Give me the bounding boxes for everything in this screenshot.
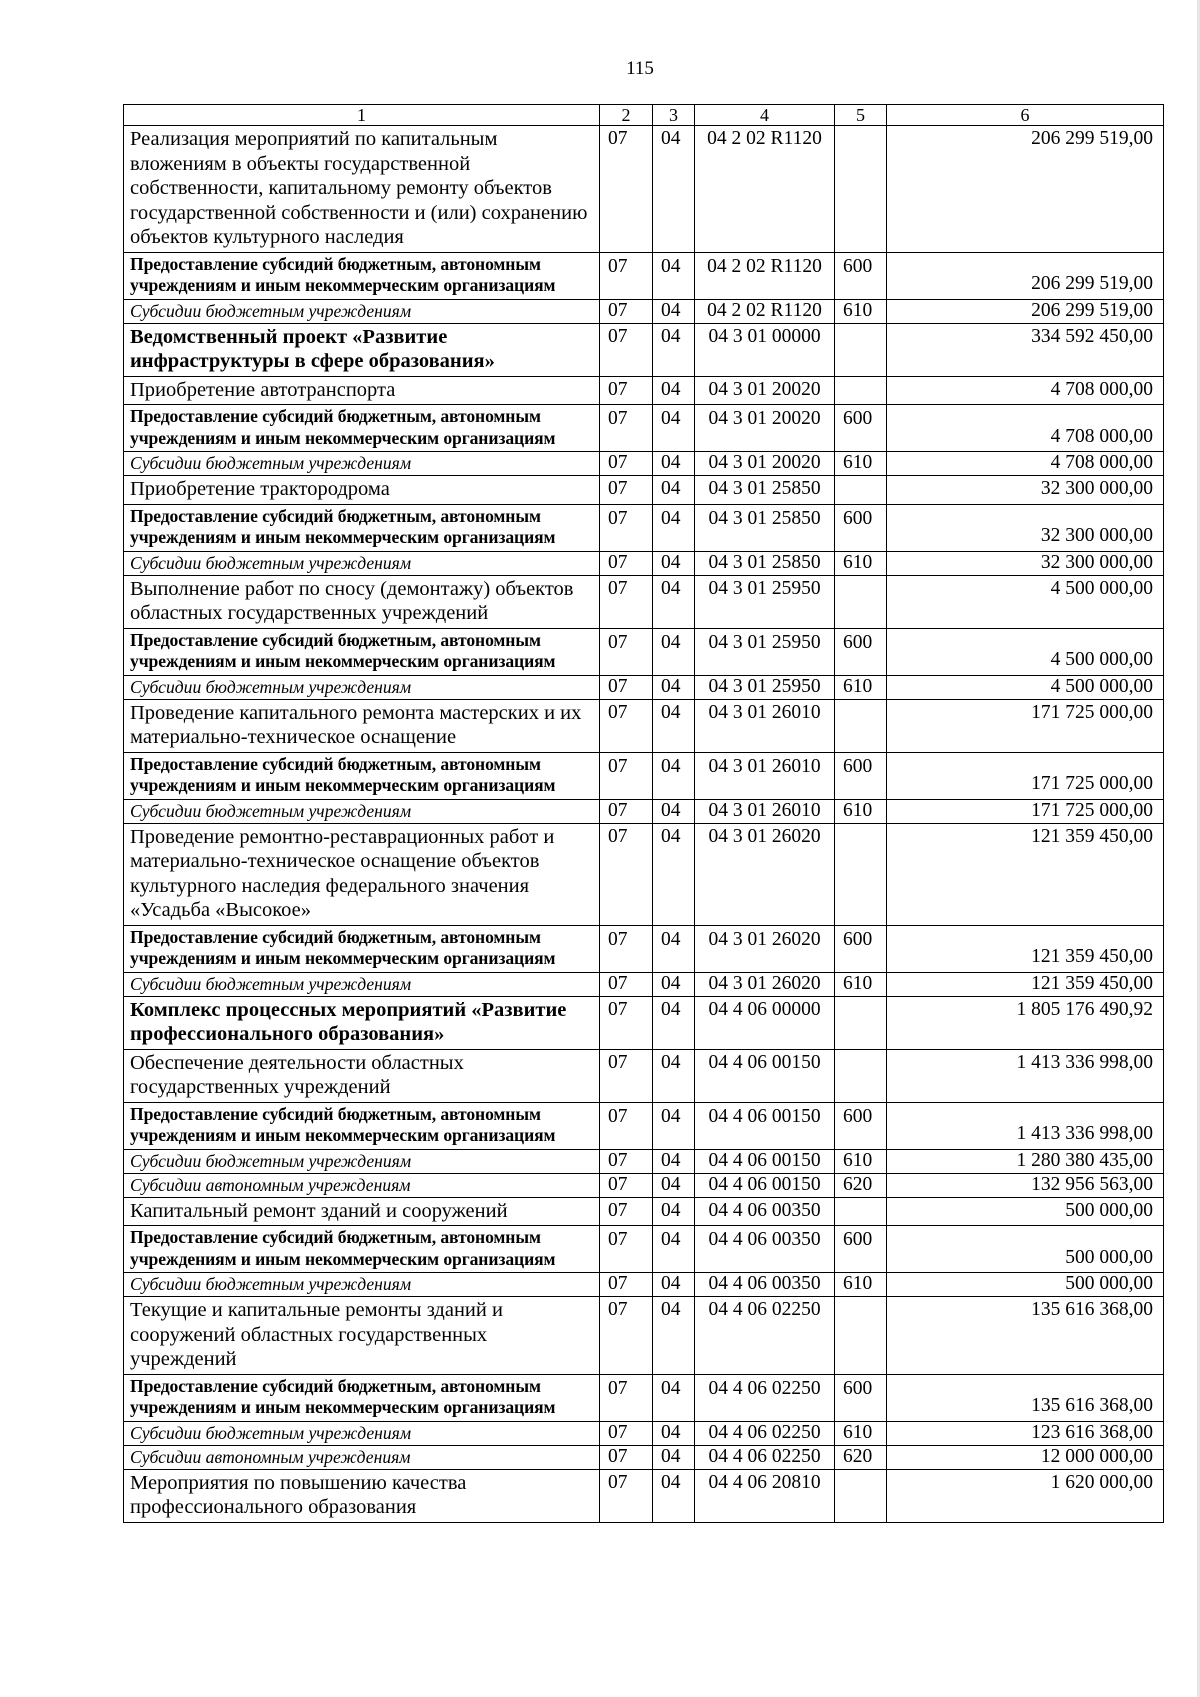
table-row bbox=[124, 1049, 1164, 1102]
table-row bbox=[124, 925, 1164, 972]
section-code: 07 bbox=[600, 1197, 653, 1226]
section-code: 07 bbox=[600, 323, 653, 376]
row-name: Субсидии бюджетным учреждениям bbox=[124, 1421, 600, 1445]
section-code: 07 bbox=[600, 799, 653, 823]
table-row bbox=[124, 1469, 1164, 1522]
subsection-code: 04 bbox=[653, 575, 695, 628]
column-number-row bbox=[124, 105, 1164, 126]
target-article-code: 04 4 06 00350 bbox=[695, 1197, 835, 1226]
section-code: 07 bbox=[600, 504, 653, 551]
row-name: Предоставление субсидий бюджетным, автономным учреждениям и иным некоммерческим организациям bbox=[124, 1102, 600, 1149]
row-name: Субсидии бюджетным учреждениям bbox=[124, 1149, 600, 1173]
section-code: 07 bbox=[600, 996, 653, 1049]
target-article-code: 04 4 06 02250 bbox=[695, 1297, 835, 1375]
section-code: 07 bbox=[600, 1374, 653, 1421]
row-name: Проведение ремонтно-реставрационных работ и материально-техническое оснащение объектов культурного наследия федерального значения «Усадьба «Высокое» bbox=[124, 823, 600, 925]
target-article-code: 04 3 01 26010 bbox=[695, 752, 835, 799]
row-name: Мероприятия по повышению качества профессионального образования bbox=[124, 1469, 600, 1522]
table-row bbox=[124, 628, 1164, 675]
row-name: Предоставление субсидий бюджетным, автономным учреждениям и иным некоммерческим организациям bbox=[124, 925, 600, 972]
expense-type-code bbox=[835, 699, 887, 752]
expense-type-code bbox=[835, 126, 887, 253]
section-code: 07 bbox=[600, 925, 653, 972]
amount: 500 000,00 bbox=[887, 1226, 1164, 1273]
row-name: Субсидии бюджетным учреждениям bbox=[124, 452, 600, 476]
section-code: 07 bbox=[600, 452, 653, 476]
expense-type-code: 600 bbox=[835, 752, 887, 799]
subsection-code: 04 bbox=[653, 675, 695, 699]
expense-type-code bbox=[835, 1197, 887, 1226]
row-name: Предоставление субсидий бюджетным, автономным учреждениям и иным некоммерческим организациям bbox=[124, 752, 600, 799]
expense-type-code: 610 bbox=[835, 1273, 887, 1297]
row-name: Предоставление субсидий бюджетным, автономным учреждениям и иным некоммерческим организациям bbox=[124, 252, 600, 299]
table-row bbox=[124, 996, 1164, 1049]
target-article-code: 04 3 01 25850 bbox=[695, 476, 835, 505]
amount: 4 708 000,00 bbox=[887, 405, 1164, 452]
subsection-code: 04 bbox=[653, 752, 695, 799]
amount: 4 500 000,00 bbox=[887, 675, 1164, 699]
table-row bbox=[124, 1102, 1164, 1149]
section-code: 07 bbox=[600, 1297, 653, 1375]
row-name: Предоставление субсидий бюджетным, автономным учреждениям и иным некоммерческим организациям bbox=[124, 504, 600, 551]
section-code: 07 bbox=[600, 1149, 653, 1173]
section-code: 07 bbox=[600, 823, 653, 925]
row-name: Капитальный ремонт зданий и сооружений bbox=[124, 1197, 600, 1226]
row-name: Субсидии бюджетным учреждениям bbox=[124, 1273, 600, 1297]
target-article-code: 04 4 06 20810 bbox=[695, 1469, 835, 1522]
expense-type-code: 610 bbox=[835, 972, 887, 996]
row-name: Текущие и капитальные ремонты зданий и сооружений областных государственных учреждений bbox=[124, 1297, 600, 1375]
expense-type-code bbox=[835, 1049, 887, 1102]
subsection-code: 04 bbox=[653, 1102, 695, 1149]
amount: 206 299 519,00 bbox=[887, 126, 1164, 253]
expense-type-code: 610 bbox=[835, 675, 887, 699]
row-name: Субсидии бюджетным учреждениям bbox=[124, 675, 600, 699]
section-code: 07 bbox=[600, 675, 653, 699]
expense-type-code bbox=[835, 323, 887, 376]
subsection-code: 04 bbox=[653, 972, 695, 996]
row-name: Предоставление субсидий бюджетным, автономным учреждениям и иным некоммерческим организациям bbox=[124, 628, 600, 675]
table-row bbox=[124, 575, 1164, 628]
subsection-code: 04 bbox=[653, 323, 695, 376]
target-article-code: 04 3 01 26020 bbox=[695, 972, 835, 996]
expense-type-code: 600 bbox=[835, 504, 887, 551]
target-article-code: 04 4 06 00150 bbox=[695, 1149, 835, 1173]
amount: 500 000,00 bbox=[887, 1197, 1164, 1226]
expense-type-code: 600 bbox=[835, 1374, 887, 1421]
expense-type-code: 610 bbox=[835, 551, 887, 575]
amount: 1 413 336 998,00 bbox=[887, 1102, 1164, 1149]
target-article-code: 04 3 01 26020 bbox=[695, 823, 835, 925]
section-code: 07 bbox=[600, 1445, 653, 1469]
row-name: Комплекс процессных мероприятий «Развитие профессионального образования» bbox=[124, 996, 600, 1049]
table-row bbox=[124, 476, 1164, 505]
target-article-code: 04 4 06 00150 bbox=[695, 1049, 835, 1102]
table-row bbox=[124, 799, 1164, 823]
section-code: 07 bbox=[600, 752, 653, 799]
expense-type-code: 600 bbox=[835, 628, 887, 675]
section-code: 07 bbox=[600, 252, 653, 299]
subsection-code: 04 bbox=[653, 699, 695, 752]
subsection-code: 04 bbox=[653, 925, 695, 972]
subsection-code: 04 bbox=[653, 476, 695, 505]
column-number: 6 bbox=[887, 105, 1164, 126]
subsection-code: 04 bbox=[653, 1469, 695, 1522]
section-code: 07 bbox=[600, 376, 653, 405]
amount: 206 299 519,00 bbox=[887, 252, 1164, 299]
subsection-code: 04 bbox=[653, 252, 695, 299]
section-code: 07 bbox=[600, 405, 653, 452]
subsection-code: 04 bbox=[653, 1273, 695, 1297]
target-article-code: 04 3 01 26020 bbox=[695, 925, 835, 972]
target-article-code: 04 3 01 25950 bbox=[695, 675, 835, 699]
subsection-code: 04 bbox=[653, 823, 695, 925]
table-row bbox=[124, 126, 1164, 253]
amount: 206 299 519,00 bbox=[887, 299, 1164, 323]
section-code: 07 bbox=[600, 1173, 653, 1197]
subsection-code: 04 bbox=[653, 1445, 695, 1469]
expense-type-code: 620 bbox=[835, 1173, 887, 1197]
target-article-code: 04 3 01 26010 bbox=[695, 699, 835, 752]
table-row bbox=[124, 299, 1164, 323]
target-article-code: 04 4 06 00000 bbox=[695, 996, 835, 1049]
column-number: 3 bbox=[653, 105, 695, 126]
target-article-code: 04 4 06 02250 bbox=[695, 1421, 835, 1445]
amount: 123 616 368,00 bbox=[887, 1421, 1164, 1445]
amount: 32 300 000,00 bbox=[887, 551, 1164, 575]
expense-type-code: 610 bbox=[835, 799, 887, 823]
subsection-code: 04 bbox=[653, 628, 695, 675]
section-code: 07 bbox=[600, 551, 653, 575]
table-row bbox=[124, 551, 1164, 575]
expense-type-code: 600 bbox=[835, 405, 887, 452]
amount: 135 616 368,00 bbox=[887, 1374, 1164, 1421]
amount: 121 359 450,00 bbox=[887, 823, 1164, 925]
budget-table bbox=[123, 104, 1164, 1523]
amount: 171 725 000,00 bbox=[887, 799, 1164, 823]
amount: 1 280 380 435,00 bbox=[887, 1149, 1164, 1173]
target-article-code: 04 2 02 R1120 bbox=[695, 299, 835, 323]
target-article-code: 04 3 01 26010 bbox=[695, 799, 835, 823]
table-row bbox=[124, 1173, 1164, 1197]
section-code: 07 bbox=[600, 126, 653, 253]
amount: 171 725 000,00 bbox=[887, 699, 1164, 752]
amount: 1 805 176 490,92 bbox=[887, 996, 1164, 1049]
expense-type-code bbox=[835, 575, 887, 628]
table-row bbox=[124, 452, 1164, 476]
subsection-code: 04 bbox=[653, 1297, 695, 1375]
row-name: Субсидии бюджетным учреждениям bbox=[124, 299, 600, 323]
subsection-code: 04 bbox=[653, 376, 695, 405]
table-row bbox=[124, 1149, 1164, 1173]
section-code: 07 bbox=[600, 1226, 653, 1273]
column-number: 4 bbox=[695, 105, 835, 126]
target-article-code: 04 2 02 R1120 bbox=[695, 252, 835, 299]
row-name: Обеспечение деятельности областных государственных учреждений bbox=[124, 1049, 600, 1102]
section-code: 07 bbox=[600, 476, 653, 505]
row-name: Выполнение работ по сносу (демонтажу) объектов областных государственных учреждений bbox=[124, 575, 600, 628]
expense-type-code: 610 bbox=[835, 452, 887, 476]
amount: 1 620 000,00 bbox=[887, 1469, 1164, 1522]
section-code: 07 bbox=[600, 1469, 653, 1522]
amount: 32 300 000,00 bbox=[887, 504, 1164, 551]
target-article-code: 04 3 01 00000 bbox=[695, 323, 835, 376]
section-code: 07 bbox=[600, 575, 653, 628]
table-row bbox=[124, 823, 1164, 925]
target-article-code: 04 4 06 02250 bbox=[695, 1445, 835, 1469]
row-name: Приобретение автотранспорта bbox=[124, 376, 600, 405]
table-row bbox=[124, 376, 1164, 405]
section-code: 07 bbox=[600, 628, 653, 675]
expense-type-code: 600 bbox=[835, 1226, 887, 1273]
subsection-code: 04 bbox=[653, 1226, 695, 1273]
expense-type-code bbox=[835, 376, 887, 405]
table-row bbox=[124, 1421, 1164, 1445]
target-article-code: 04 2 02 R1120 bbox=[695, 126, 835, 253]
row-name: Реализация мероприятий по капитальным вложениям в объекты государственной собственности, капитальному ремонту объектов государственной собственности и (или) сохранению объектов культурного наследия bbox=[124, 126, 600, 253]
row-name: Субсидии автономным учреждениям bbox=[124, 1445, 600, 1469]
row-name: Субсидии бюджетным учреждениям bbox=[124, 972, 600, 996]
subsection-code: 04 bbox=[653, 1374, 695, 1421]
amount: 121 359 450,00 bbox=[887, 972, 1164, 996]
target-article-code: 04 4 06 00150 bbox=[695, 1173, 835, 1197]
section-code: 07 bbox=[600, 1102, 653, 1149]
target-article-code: 04 3 01 25950 bbox=[695, 628, 835, 675]
amount: 132 956 563,00 bbox=[887, 1173, 1164, 1197]
subsection-code: 04 bbox=[653, 504, 695, 551]
target-article-code: 04 4 06 00350 bbox=[695, 1273, 835, 1297]
amount: 334 592 450,00 bbox=[887, 323, 1164, 376]
column-number: 5 bbox=[835, 105, 887, 126]
table-row bbox=[124, 1273, 1164, 1297]
subsection-code: 04 bbox=[653, 1421, 695, 1445]
subsection-code: 04 bbox=[653, 452, 695, 476]
target-article-code: 04 3 01 25850 bbox=[695, 504, 835, 551]
target-article-code: 04 4 06 00150 bbox=[695, 1102, 835, 1149]
table-row bbox=[124, 675, 1164, 699]
table-row bbox=[124, 1374, 1164, 1421]
row-name: Субсидии бюджетным учреждениям bbox=[124, 551, 600, 575]
table-row bbox=[124, 1445, 1164, 1469]
table-row bbox=[124, 323, 1164, 376]
subsection-code: 04 bbox=[653, 1197, 695, 1226]
table-row bbox=[124, 1197, 1164, 1226]
section-code: 07 bbox=[600, 299, 653, 323]
target-article-code: 04 3 01 20020 bbox=[695, 452, 835, 476]
amount: 32 300 000,00 bbox=[887, 476, 1164, 505]
subsection-code: 04 bbox=[653, 405, 695, 452]
table-row bbox=[124, 405, 1164, 452]
expense-type-code: 610 bbox=[835, 1149, 887, 1173]
subsection-code: 04 bbox=[653, 126, 695, 253]
amount: 4 500 000,00 bbox=[887, 628, 1164, 675]
expense-type-code: 620 bbox=[835, 1445, 887, 1469]
row-name: Субсидии автономным учреждениям bbox=[124, 1173, 600, 1197]
expense-type-code: 600 bbox=[835, 1102, 887, 1149]
row-name: Предоставление субсидий бюджетным, автономным учреждениям и иным некоммерческим организациям bbox=[124, 405, 600, 452]
target-article-code: 04 3 01 20020 bbox=[695, 405, 835, 452]
table-row bbox=[124, 1226, 1164, 1273]
budget-table-body bbox=[124, 105, 1164, 1523]
section-code: 07 bbox=[600, 972, 653, 996]
subsection-code: 04 bbox=[653, 1149, 695, 1173]
expense-type-code: 600 bbox=[835, 925, 887, 972]
subsection-code: 04 bbox=[653, 1049, 695, 1102]
target-article-code: 04 3 01 25950 bbox=[695, 575, 835, 628]
amount: 135 616 368,00 bbox=[887, 1297, 1164, 1375]
subsection-code: 04 bbox=[653, 996, 695, 1049]
subsection-code: 04 bbox=[653, 799, 695, 823]
amount: 171 725 000,00 bbox=[887, 752, 1164, 799]
expense-type-code: 600 bbox=[835, 252, 887, 299]
section-code: 07 bbox=[600, 1273, 653, 1297]
table-row bbox=[124, 699, 1164, 752]
amount: 500 000,00 bbox=[887, 1273, 1164, 1297]
expense-type-code bbox=[835, 996, 887, 1049]
subsection-code: 04 bbox=[653, 299, 695, 323]
section-code: 07 bbox=[600, 1049, 653, 1102]
amount: 121 359 450,00 bbox=[887, 925, 1164, 972]
expense-type-code bbox=[835, 823, 887, 925]
column-number: 1 bbox=[124, 105, 600, 126]
table-row bbox=[124, 252, 1164, 299]
expense-type-code: 610 bbox=[835, 1421, 887, 1445]
target-article-code: 04 4 06 02250 bbox=[695, 1374, 835, 1421]
table-row bbox=[124, 1297, 1164, 1375]
amount: 12 000 000,00 bbox=[887, 1445, 1164, 1469]
target-article-code: 04 3 01 20020 bbox=[695, 376, 835, 405]
row-name: Предоставление субсидий бюджетным, автономным учреждениям и иным некоммерческим организациям bbox=[124, 1226, 600, 1273]
row-name: Предоставление субсидий бюджетным, автономным учреждениям и иным некоммерческим организациям bbox=[124, 1374, 600, 1421]
expense-type-code bbox=[835, 1297, 887, 1375]
subsection-code: 04 bbox=[653, 1173, 695, 1197]
expense-type-code bbox=[835, 1469, 887, 1522]
expense-type-code: 610 bbox=[835, 299, 887, 323]
section-code: 07 bbox=[600, 1421, 653, 1445]
target-article-code: 04 3 01 25850 bbox=[695, 551, 835, 575]
expense-type-code bbox=[835, 476, 887, 505]
amount: 4 708 000,00 bbox=[887, 452, 1164, 476]
page-number: 115 bbox=[626, 58, 654, 79]
row-name: Субсидии бюджетным учреждениям bbox=[124, 799, 600, 823]
row-name: Приобретение трактородрома bbox=[124, 476, 600, 505]
amount: 4 500 000,00 bbox=[887, 575, 1164, 628]
amount: 1 413 336 998,00 bbox=[887, 1049, 1164, 1102]
amount: 4 708 000,00 bbox=[887, 376, 1164, 405]
target-article-code: 04 4 06 00350 bbox=[695, 1226, 835, 1273]
table-row bbox=[124, 504, 1164, 551]
row-name: Ведомственный проект «Развитие инфраструктуры в сфере образования» bbox=[124, 323, 600, 376]
subsection-code: 04 bbox=[653, 551, 695, 575]
table-row bbox=[124, 752, 1164, 799]
section-code: 07 bbox=[600, 699, 653, 752]
row-name: Проведение капитального ремонта мастерских и их материально-техническое оснащение bbox=[124, 699, 600, 752]
table-row bbox=[124, 972, 1164, 996]
column-number: 2 bbox=[600, 105, 653, 126]
